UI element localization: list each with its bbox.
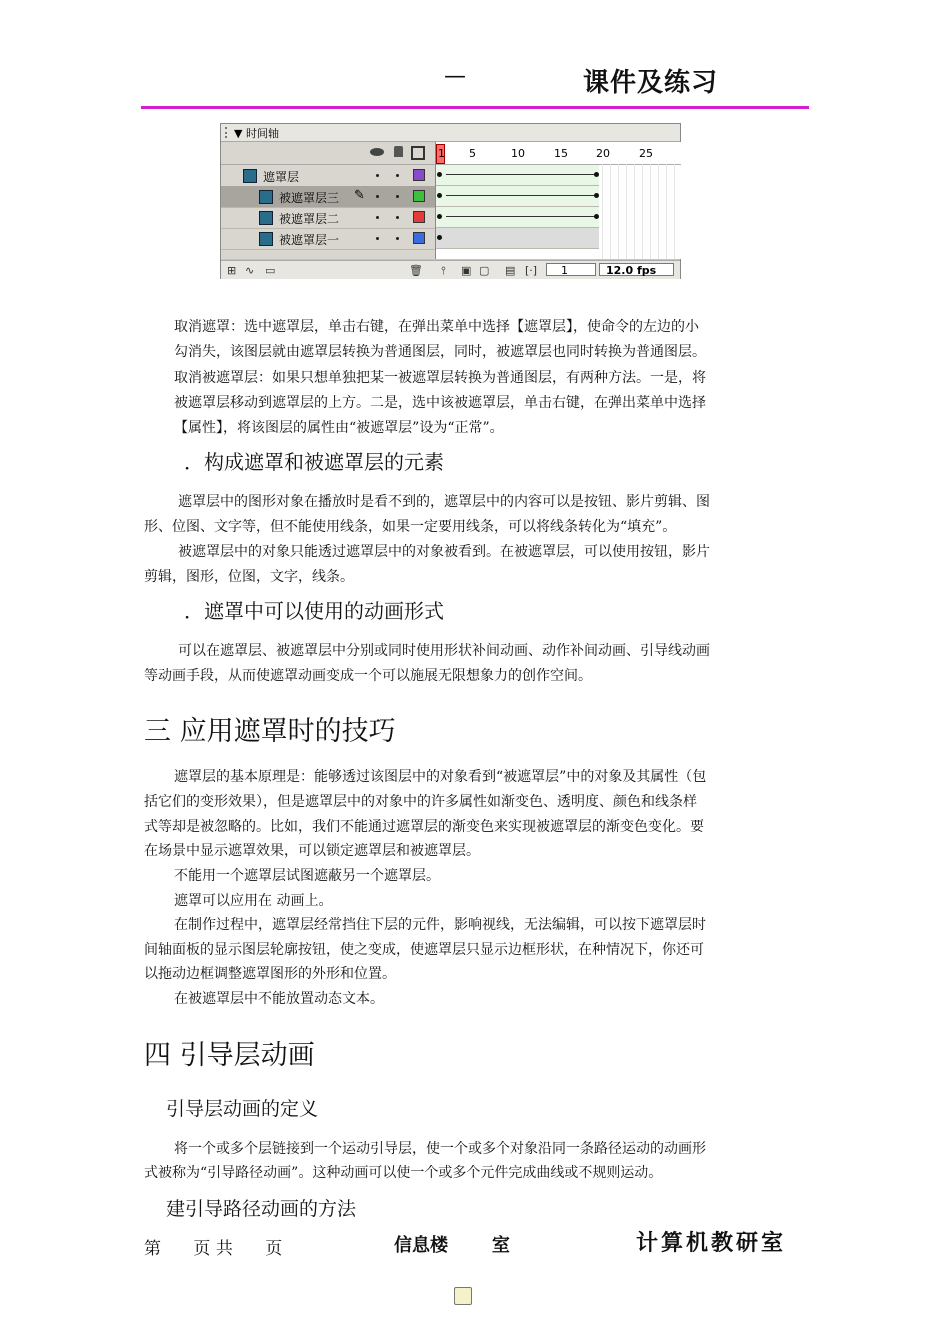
elements-p2-line-2: 剪辑，图形，位图，文字，线条。 [144, 569, 354, 585]
tips-p4-line-2: 间轴面板的显示图层轮廓按钮，使之变成，使遮罩层只显示边框形状，在种情况下，你还可 [144, 942, 704, 958]
masked-layer-icon [259, 232, 273, 246]
tips-p5: 在被遮罩层中不能放置动态文本。 [174, 991, 384, 1007]
frame-ruler[interactable] [436, 142, 681, 165]
tips-p3: 遮罩可以应用在 动画上。 [174, 893, 333, 909]
center-frame-icon[interactable]: ⫯ [441, 264, 446, 277]
elements-p2-line-1: 被遮罩层中的对象只能透过遮罩层中的对象被看到。在被遮罩层，可以使用按钮，影片 [178, 544, 710, 560]
trash-icon[interactable]: 🗑 [409, 264, 423, 277]
layer-row[interactable] [221, 186, 435, 208]
tween-arrow [446, 216, 596, 217]
lock-dot[interactable] [396, 237, 399, 240]
frame-area[interactable] [435, 142, 681, 259]
ruler-tick: 5 [469, 147, 476, 160]
eye-icon[interactable] [370, 148, 384, 156]
ruler-tick: 15 [554, 147, 568, 160]
guide-line-1: 将一个或多个层链接到一个运动引导层，使一个或多个对象沿同一条路径运动的动画形 [174, 1141, 706, 1157]
note-icon[interactable] [454, 1287, 472, 1305]
pencil-icon: ✎ [354, 188, 365, 203]
layer-name: 被遮罩层三 [279, 191, 340, 205]
header-rule [141, 106, 809, 109]
guide-line-2: 式被称为“引导路径动画”。这种动画可以使一个或多个元件完成曲线或不规则运动。 [144, 1165, 663, 1181]
header-title: 课件及练习 [583, 68, 719, 98]
keyframe[interactable] [437, 235, 442, 240]
layer-list [221, 142, 435, 259]
anim-line-1: 可以在遮罩层、被遮罩层中分别或同时使用形状补间动画、动作补间动画、引导线动画 [178, 643, 710, 659]
elements-p1-line-2: 形、位图、文字等，但不能使用线条，如果一定要用线条，可以将线条转化为“填充”。 [144, 519, 677, 535]
layer-header-icons [221, 142, 435, 165]
cancel-masked-line-2: 被遮罩层移动到遮罩层的上方。二是，选中该被遮罩层，单击右键，在弹出菜单中选择 [174, 395, 706, 411]
onion-skin-icon[interactable]: ▣ [461, 264, 472, 277]
layer-row[interactable] [221, 165, 435, 187]
add-layer-icon[interactable]: ⊞ [227, 264, 237, 277]
anim-line-2: 等动画手段，从而使遮罩动画变成一个可以施展无限想象力的创作空间。 [144, 668, 592, 684]
timeline-panel [220, 123, 681, 279]
add-folder-icon[interactable]: ▭ [265, 264, 276, 277]
layer-name: 被遮罩层一 [279, 233, 340, 247]
tween-arrow [446, 195, 596, 196]
layer-row[interactable] [221, 207, 435, 229]
cancel-masked-line-3: 【属性】，将该图层的属性由“被遮罩层”设为“正常”。 [174, 420, 504, 436]
onion-markers-icon[interactable]: [·] [525, 264, 538, 277]
footer-department: 计算机教研室 [636, 1231, 787, 1256]
keyframe[interactable] [437, 193, 442, 198]
tween-arrow [446, 174, 596, 175]
section-4-title: 四 引导层动画 [144, 1040, 315, 1071]
ruler-tick: 25 [639, 147, 653, 160]
heading-guide-definition: 引导层动画的定义 [166, 1098, 319, 1120]
ruler-tick: 1 [438, 147, 445, 160]
layer-row[interactable] [221, 228, 435, 250]
frame-span[interactable] [436, 228, 599, 249]
tips-p1-line-3: 式等却是被忽略的。比如，我们不能通过遮罩层的渐变色来实现被遮罩层的渐变色变化。要 [144, 819, 704, 835]
drag-grip-icon[interactable] [225, 127, 232, 138]
ruler-tick: 20 [596, 147, 610, 160]
timeline-title[interactable]: ▼ 时间轴 [234, 127, 279, 140]
layer-name: 遮罩层 [263, 170, 300, 184]
visible-dot[interactable] [376, 195, 379, 198]
tips-p4-line-1: 在制作过程中，遮罩层经常挡住下层的元件，影响视线，无法编辑，可以按下遮罩层时 [174, 917, 706, 933]
empty-frames[interactable] [602, 164, 681, 259]
tween-span[interactable] [436, 186, 599, 207]
heading-elements: ．构成遮罩和被遮罩层的元素 [184, 450, 444, 474]
heading-guide-method: 建引导路径动画的方法 [166, 1198, 357, 1220]
ruler-tick: 10 [511, 147, 525, 160]
header-dash: — [444, 64, 466, 89]
visible-dot[interactable] [376, 237, 379, 240]
cancel-mask-line-1: 取消遮罩：选中遮罩层，单击右键，在弹出菜单中选择【遮罩层】，使命令的左边的小 [174, 319, 699, 335]
layer-color-swatch[interactable] [413, 232, 425, 244]
lock-dot[interactable] [396, 216, 399, 219]
layer-color-swatch[interactable] [413, 169, 425, 181]
keyframe[interactable] [594, 193, 599, 198]
elements-p1-line-1: 遮罩层中的图形对象在播放时是看不到的，遮罩层中的内容可以是按钮、影片剪辑、图 [178, 494, 710, 510]
timeline-footer [221, 260, 680, 279]
outline-icon[interactable] [411, 146, 425, 160]
lock-icon[interactable] [394, 146, 403, 157]
current-frame: 1 [546, 263, 596, 276]
section-3-title: 三 应用遮罩时的技巧 [144, 716, 396, 747]
tips-p1-line-4: 在场景中显示遮罩效果，可以锁定遮罩层和被遮罩层。 [144, 843, 480, 859]
tips-p1-line-2: 括它们的变形效果），但是遮罩层中的对象中的许多属性如渐变色、透明度、颜色和线条样 [144, 794, 697, 810]
masked-layer-icon [259, 211, 273, 225]
keyframe[interactable] [594, 214, 599, 219]
tween-span[interactable] [436, 207, 599, 228]
timeline-header [221, 124, 680, 142]
visible-dot[interactable] [376, 216, 379, 219]
lock-dot[interactable] [396, 174, 399, 177]
keyframe[interactable] [437, 172, 442, 177]
footer-building: 信息楼 室 [394, 1235, 510, 1256]
tips-p1-line-1: 遮罩层的基本原理是：能够透过该图层中的对象看到“被遮罩层”中的对象及其属性（包 [174, 769, 707, 785]
add-guide-icon[interactable]: ∿ [245, 264, 255, 277]
page-number: 第 页 共 页 [144, 1239, 283, 1259]
cancel-masked-line-1: 取消被遮罩层：如果只想单独把某一被遮罩层转换为普通图层，有两种方法。一是，将 [174, 370, 706, 386]
layer-color-swatch[interactable] [413, 190, 425, 202]
tips-p2: 不能用一个遮罩层试图遮蔽另一个遮罩层。 [174, 868, 440, 884]
onion-outline-icon[interactable]: ▢ [479, 264, 490, 277]
heading-animation: ．遮罩中可以使用的动画形式 [184, 599, 444, 623]
mask-layer-icon [243, 169, 257, 183]
lock-dot[interactable] [396, 195, 399, 198]
keyframe[interactable] [594, 172, 599, 177]
tween-span[interactable] [436, 165, 599, 186]
edit-multiple-icon[interactable]: ▤ [505, 264, 516, 277]
masked-layer-icon [259, 190, 273, 204]
frame-rate[interactable]: 12.0 fps [599, 263, 674, 276]
keyframe[interactable] [437, 214, 442, 219]
visible-dot[interactable] [376, 174, 379, 177]
layer-name: 被遮罩层二 [279, 212, 340, 226]
tips-p4-line-3: 以拖动边框调整遮罩图形的外形和位置。 [144, 966, 396, 982]
layer-color-swatch[interactable] [413, 211, 425, 223]
cancel-mask-line-2: 勾消失，该图层就由遮罩层转换为普通图层，同时，被遮罩层也同时转换为普通图层。 [174, 344, 706, 360]
